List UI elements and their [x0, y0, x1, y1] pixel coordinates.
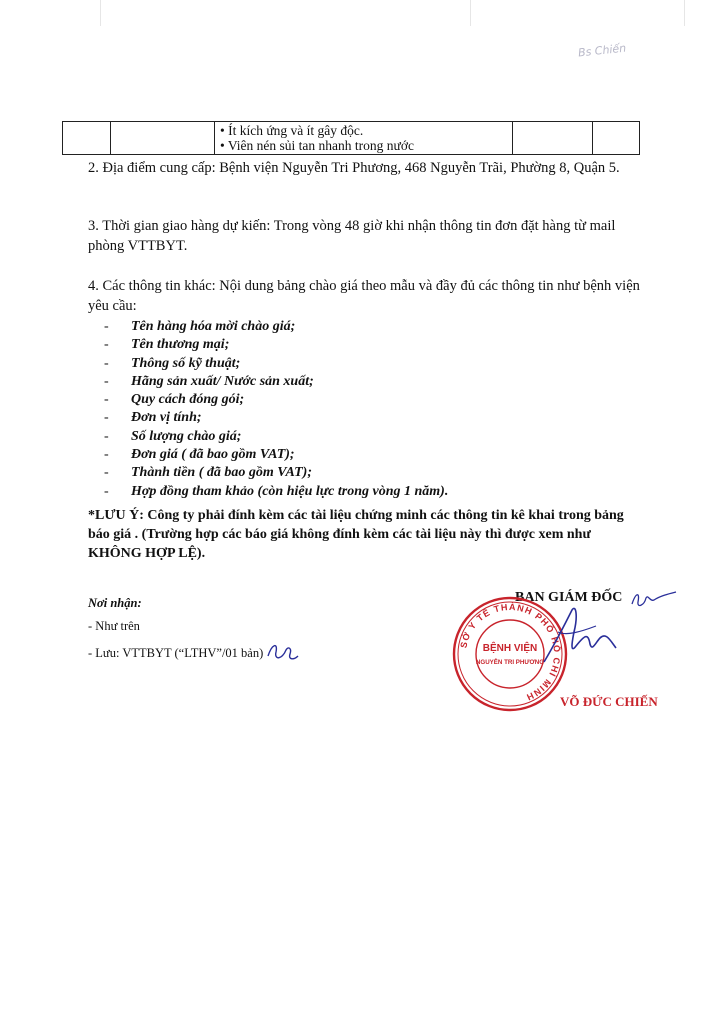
- scan-artifact: [470, 0, 471, 26]
- director-initials-signature: [628, 588, 680, 612]
- important-note: *LƯU Ý: Công ty phải đính kèm các tài liệu chứng minh các thông tin kê khai trong bảng báo giá . (Trường hợp các báo giá không đính kèm các tài liệu này thì được xem như KHÔNG HỢP LỆ).: [88, 508, 624, 561]
- signer-name: VÕ ĐỨC CHIẾN: [560, 694, 658, 709]
- recipients-heading: Nơi nhận:: [88, 596, 142, 610]
- table-column-divider: [110, 122, 111, 154]
- table-column-divider: [592, 122, 593, 154]
- section-delivery-location: 2. Địa điểm cung cấp: Bệnh viện Nguyễn Tri Phương, 468 Nguyễn Trãi, Phường 8, Quận 5.: [88, 160, 620, 176]
- recipient-item: - Lưu: VTTBYT (“LTHV”/01 bản): [88, 646, 264, 660]
- section-delivery-time: 3. Thời gian giao hàng dự kiến: Trong vòng 48 giờ khi nhận thông tin đơn đặt hàng từ mail phòng VTTBYT.: [88, 218, 616, 254]
- table-fragment: [62, 121, 640, 155]
- table-cell-line: • Viên nén sủi tan nhanh trong nước: [220, 138, 414, 153]
- table-column-divider: [214, 122, 215, 154]
- section-other-info: 4. Các thông tin khác: Nội dung bảng chào giá theo mẫu và đầy đủ các thông tin như bệnh viện yêu cầu:: [88, 278, 640, 314]
- seal-center-line: NGUYỄN TRI PHƯƠNG: [475, 659, 545, 666]
- table-cell-line: • Ít kích ứng và ít gây độc.: [220, 123, 364, 138]
- table-cell-description: [220, 123, 414, 153]
- initials-signature: [262, 638, 302, 668]
- seal-center-line: BỆNH VIỆN: [482, 643, 538, 654]
- scan-artifact: [100, 0, 101, 26]
- handwritten-corner-note: Bs Chiến: [577, 41, 627, 60]
- seal-ring-text: SỞ Y TẾ THÀNH PHỐ HỒ CHÍ MINH: [458, 601, 563, 703]
- recipient-item: - Như trên: [88, 619, 140, 633]
- director-title: BAN GIÁM ĐỐC: [515, 590, 623, 605]
- table-column-divider: [512, 122, 513, 154]
- director-signature: [536, 602, 626, 672]
- scan-artifact: [684, 0, 685, 26]
